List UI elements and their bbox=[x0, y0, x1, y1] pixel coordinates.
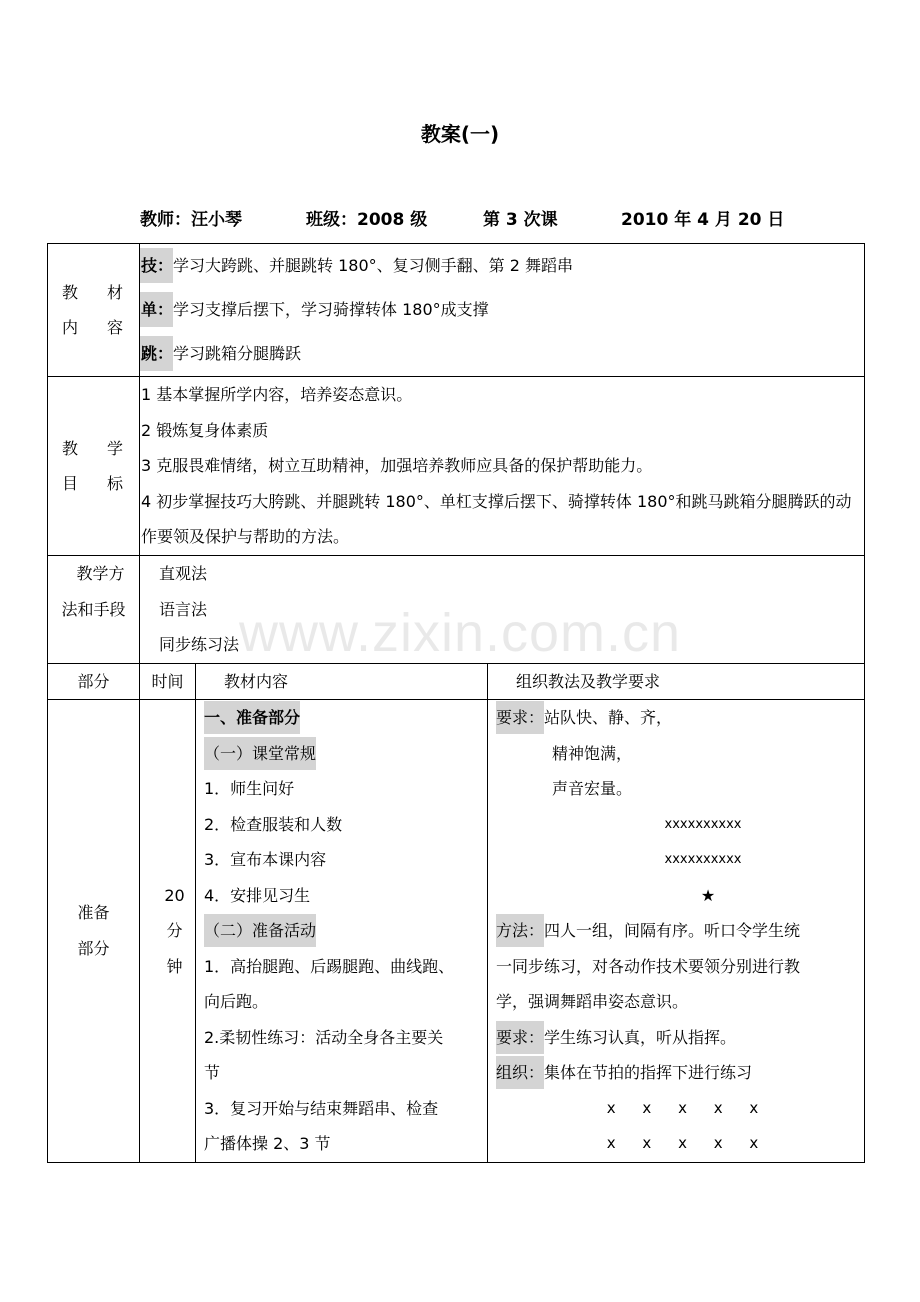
prep-org: 要求：站队快、静、齐， 精神饱满， 声音宏量。 xxxxxxxxxx xxxxxxxxxx ★ 方法：四人一组，间隔有序。听口令学生统 一同步练习，对各动作技术要领分别进行教 学，强调舞蹈串姿态意识。 要求：学生练习认真，听从指挥。 组织：集体在节拍的指挥下进行练习 x x x x x x x x x x bbox=[488, 700, 865, 1163]
goals-label: 教 学 目 标 bbox=[48, 377, 140, 556]
material-item: 技：学习大跨跳、并腿跳转 180°、复习侧手翻、第 2 舞蹈串 bbox=[140, 244, 864, 288]
header-time: 时间 bbox=[140, 663, 196, 700]
prep-content bbox=[196, 700, 488, 1163]
teacher-name: 教师：汪小琴 bbox=[140, 210, 242, 230]
class-name: 班级：2008 级 bbox=[306, 210, 428, 230]
req2-label: 要求： bbox=[496, 1021, 544, 1054]
req-label: 要求： bbox=[496, 701, 544, 734]
teacher-star: ★ bbox=[700, 885, 716, 905]
method-label: 方法： bbox=[496, 914, 544, 947]
activity-line: 1．高抬腿跑、后踢腿跑、曲线跑、 bbox=[204, 956, 455, 976]
prep-time: 20 分 钟 bbox=[140, 700, 196, 1163]
material-item: 跳：学习跳箱分腿腾跃 bbox=[140, 332, 864, 376]
activity-line: 2.柔韧性练习：活动全身各主要关 bbox=[204, 1027, 444, 1047]
routine-step: 2．检查服装和人数 bbox=[204, 814, 343, 834]
method-item: 同步练习法 bbox=[159, 635, 240, 654]
goals-row bbox=[48, 377, 865, 556]
materials-content bbox=[140, 244, 865, 377]
formation-row: xxxxxxxxxx bbox=[664, 852, 742, 867]
org-label: 组织： bbox=[496, 1056, 544, 1089]
activity-line: 3．复习开始与结束舞蹈串、检查 bbox=[204, 1098, 439, 1118]
lesson-number: 第 3 次课 bbox=[483, 210, 558, 230]
header-org: 组织教法及教学要求 bbox=[488, 663, 865, 700]
goal-item: 1 基本掌握所学内容，培养姿态意识。 bbox=[141, 385, 413, 404]
prep-sub2: （二）准备活动 bbox=[204, 914, 316, 947]
lesson-info bbox=[0, 205, 920, 229]
methods-content bbox=[140, 556, 865, 664]
method-item: 语言法 bbox=[159, 599, 208, 619]
methods-row bbox=[48, 556, 865, 664]
prep-sub1: （一）课堂常规 bbox=[204, 737, 316, 770]
watermark: www.zixin.com.cn bbox=[238, 603, 682, 663]
header-content: 教材内容 bbox=[196, 663, 488, 700]
lesson-plan-table bbox=[47, 243, 865, 1163]
routine-step: 1．师生问好 bbox=[204, 779, 295, 798]
student-row: x x x x x bbox=[606, 1098, 770, 1117]
prep-part-label: 准备 部分 bbox=[48, 700, 140, 1163]
lesson-date: 2010 年 4 月 20 日 bbox=[621, 210, 785, 230]
formation-row: xxxxxxxxxx bbox=[664, 816, 742, 832]
student-row: x x x x x bbox=[606, 1134, 770, 1152]
activity-line: 广播体操 2、3 节 bbox=[204, 1134, 331, 1153]
prep-row bbox=[48, 700, 865, 1163]
header-part: 部分 bbox=[48, 663, 140, 700]
page-title: 教案(一) bbox=[420, 122, 500, 146]
section-header-row bbox=[48, 663, 865, 700]
routine-step: 4．安排见习生 bbox=[204, 885, 311, 905]
goal-item: 4 初步掌握技巧大胯跳、并腿跳转 180°、单杠支撑后摆下、骑撑转体 180°和跳马跳箱分腿腾跃的动作要领及保护与帮助的方法。 bbox=[141, 491, 852, 546]
routine-step: 3．宣布本课内容 bbox=[204, 850, 327, 869]
activity-line: 向后跑。 bbox=[204, 992, 269, 1011]
goal-item: 2 锻炼复身体素质 bbox=[141, 420, 269, 440]
goals-content bbox=[140, 377, 865, 556]
materials-label: 教 材 内 容 bbox=[48, 244, 140, 377]
prep-heading: 一、准备部分 bbox=[204, 701, 300, 734]
methods-label: 教学方 法和手段 bbox=[48, 556, 140, 664]
method-item: 直观法 bbox=[159, 564, 208, 583]
material-item: 单：学习支撑后摆下，学习骑撑转体 180°成支撑 bbox=[140, 288, 864, 332]
goal-item: 3 克服畏难情绪，树立互助精神，加强培养教师应具备的保护帮助能力。 bbox=[141, 456, 653, 475]
materials-row bbox=[48, 244, 865, 377]
activity-line: 节 bbox=[204, 1063, 221, 1082]
